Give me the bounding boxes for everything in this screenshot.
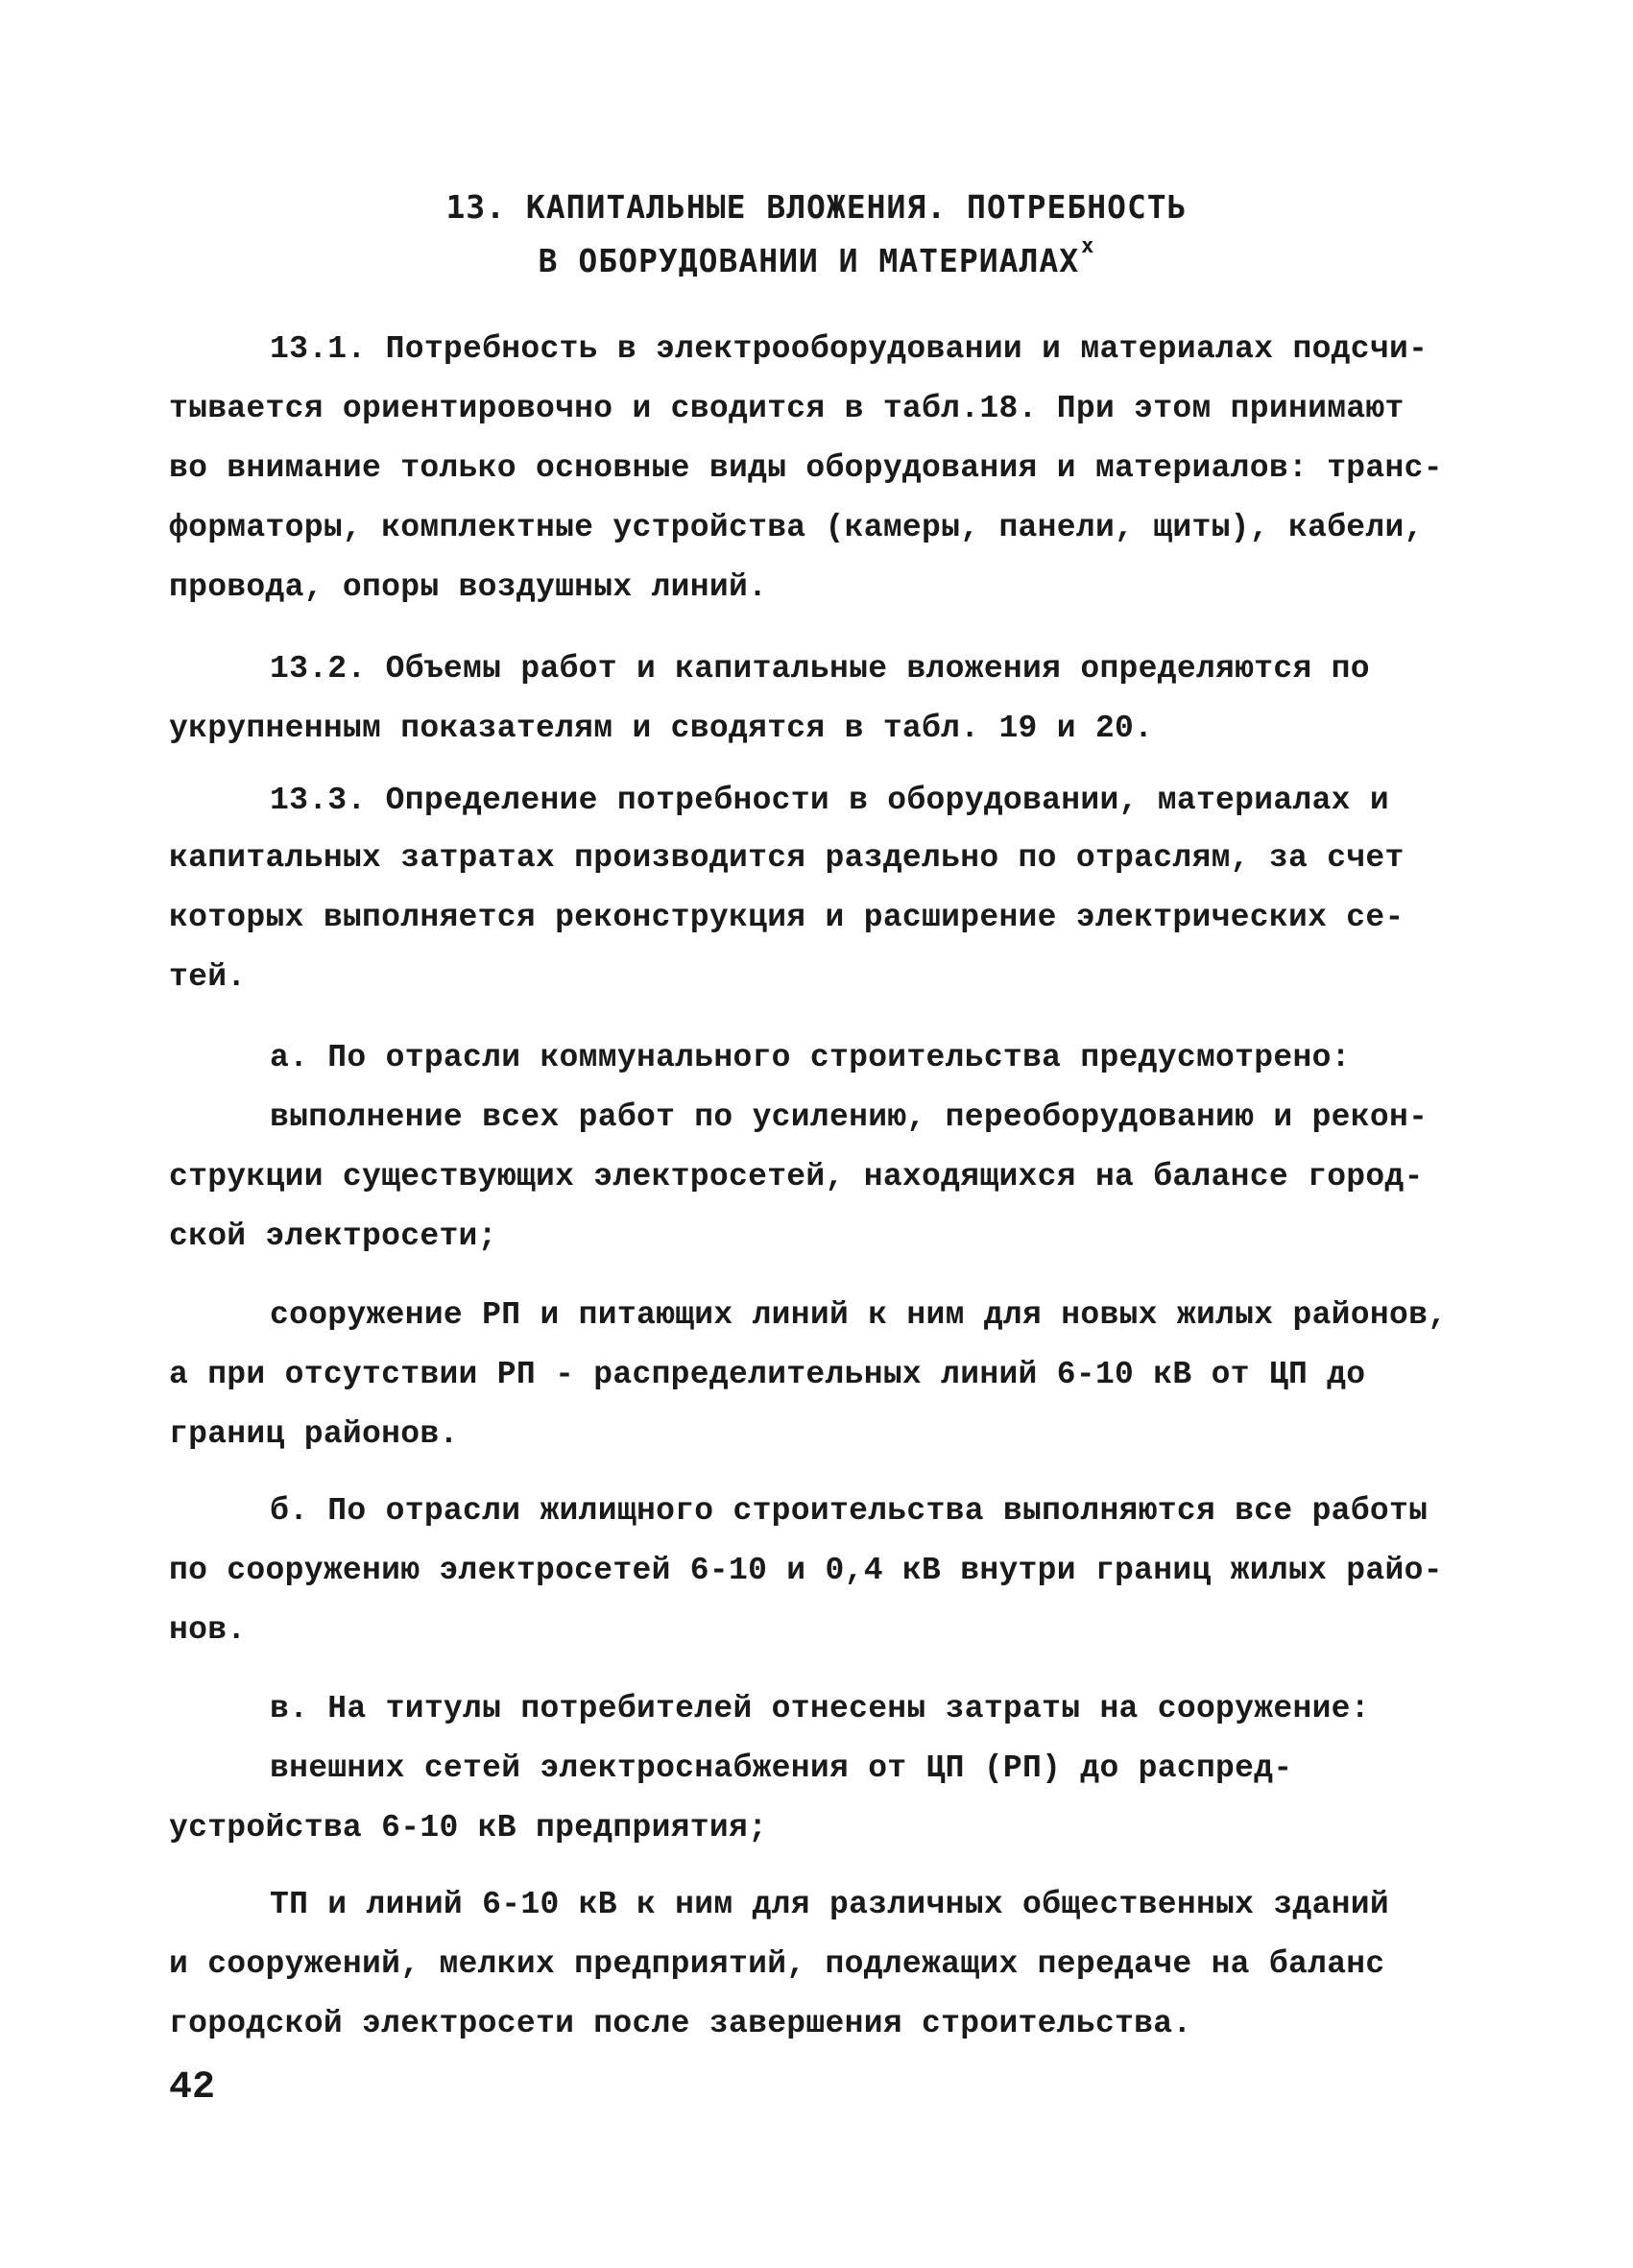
paragraph-13-1-line-5: провода, опоры воздушных линий. (169, 569, 768, 605)
paragraph-13-3-line-1: 13.3. Определение потребности в оборудовании, материалах и (270, 783, 1389, 818)
paragraph-13-2-line-1: 13.2. Объемы работ и капитальные вложения определяются по (270, 651, 1370, 687)
paragraph-13-3-line-2: капитальных затратах производится раздельно по отраслям, за счет (169, 840, 1405, 876)
footnote-marker: x (1081, 234, 1095, 258)
item-c-line-6: городской электросети после завершения строительства. (169, 2006, 1192, 2041)
item-c-line-5: и сооружений, мелких предприятий, подлежащих передаче на баланс (169, 1946, 1385, 1982)
paragraph-13-1-line-3: во внимание только основные виды оборудования и материалов: транс- (169, 450, 1443, 486)
paragraph-13-3-line-3: которых выполняется реконструкция и расширение электрических се- (169, 900, 1405, 935)
item-a-line-6: а при отсутствии РП - распределительных линий 6-10 кВ от ЦП до (169, 1357, 1366, 1392)
paragraph-13-1-line-1: 13.1. Потребность в электрооборудовании и материалах подсчи- (270, 331, 1429, 367)
paragraph-13-1-line-2: тывается ориентировочно и сводится в табл.18. При этом принимают (169, 391, 1405, 426)
item-a-line-1: а. По отрасли коммунального строительства предусмотрено: (270, 1040, 1351, 1075)
section-title-line-2 (0, 234, 1633, 279)
item-a-line-4: ской электросети; (169, 1218, 497, 1254)
item-a-line-7: границ районов. (169, 1416, 459, 1452)
paragraph-13-1-line-4: форматоры, комплектные устройства (камеры, панели, щиты), кабели, (169, 510, 1424, 545)
section-title-line-2-text: В ОБОРУДОВАНИИ И МАТЕРИАЛАХ (538, 242, 1080, 279)
paragraph-13-2-line-2: укрупненным показателям и сводятся в табл. 19 и 20. (169, 711, 1154, 746)
item-a-line-2: выполнение всех работ по усилению, переоборудованию и рекон- (270, 1099, 1429, 1135)
item-a-line-3: струкции существующих электросетей, находящихся на балансе город- (169, 1159, 1424, 1194)
item-c-line-2: внешних сетей электроснабжения от ЦП (РП) до распред- (270, 1750, 1293, 1786)
item-b-line-2: по сооружению электросетей 6-10 и 0,4 кВ внутри границ жилых райо- (169, 1553, 1443, 1588)
item-b-line-3: нов. (169, 1612, 247, 1648)
item-c-line-1: в. На титулы потребителей отнесены затраты на сооружение: (270, 1691, 1370, 1726)
item-c-line-4: ТП и линий 6-10 кВ к ним для различных общественных зданий (270, 1887, 1389, 1922)
item-b-line-1: б. По отрасли жилищного строительства выполняются все работы (270, 1493, 1429, 1529)
item-c-line-3: устройства 6-10 кВ предприятия; (169, 1810, 768, 1846)
page-number: 42 (169, 2066, 216, 2110)
paragraph-13-3-line-4: тей. (169, 959, 247, 995)
section-title-line-1: 13. КАПИТАЛЬНЫЕ ВЛОЖЕНИЯ. ПОТРЕБНОСТЬ (445, 188, 1188, 226)
item-a-line-5: сооружение РП и питающих линий к ним для новых жилых районов, (270, 1297, 1448, 1333)
